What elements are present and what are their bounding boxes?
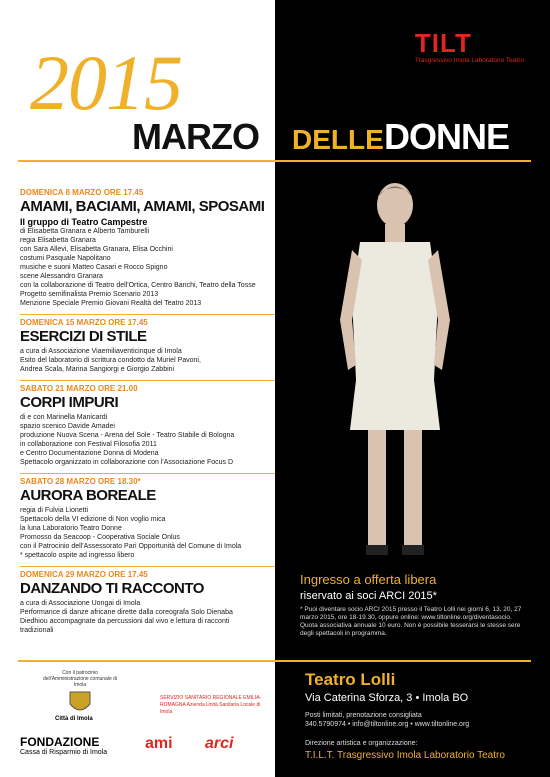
logo-name: TILT [414, 28, 472, 58]
event-date: DOMENICA 29 MARZO ORE 17.45 [20, 570, 148, 579]
event-title: CORPI IMPURI [20, 394, 119, 411]
event-block [20, 566, 275, 635]
servizio-sanitario-logo: SERVIZIO SANITARIO REGIONALE EMILIA-ROMAGNA Azienda Unità Sanitaria Locale di Imola [160, 695, 262, 715]
event-line: * spettacolo ospite ad ingresso libero [20, 552, 135, 559]
event-date: SABATO 21 MARZO ORE 21.00 [20, 384, 138, 393]
event-line: con il Patrocinio dell'Assessorato Pari Opportunità del Comune di Imola [20, 543, 242, 550]
event-line: Spettacolo organizzato in collaborazione con l'Associazione Focus D [20, 459, 234, 466]
event-line: Spettacolo della VI edizione di Non voglio mica [20, 516, 166, 523]
title-donne: DONNE [384, 116, 510, 157]
venue-info-1: Posti limitati, prenotazione consigliata [305, 712, 422, 719]
event-line: a cura di Associazione Uongai di Imola [20, 600, 141, 607]
event-date: DOMENICA 15 MARZO ORE 17.45 [20, 318, 148, 327]
event-line: a cura di Associazione Viaemiliaventicinque di Imola [20, 348, 182, 355]
event-line: regia Elisabetta Granara [20, 237, 96, 244]
event-date: SABATO 28 MARZO ORE 18.30* [20, 477, 141, 486]
event-title: AMAMI, BACIAMI, AMAMI, SPOSAMI [20, 198, 265, 215]
event-line: regia di Fulvia Lionetti [20, 507, 89, 514]
title-divider [18, 160, 531, 162]
ingresso-sub: riservato ai soci ARCI 2015* [300, 590, 437, 602]
event-company: Il gruppo di Teatro Campestre [20, 217, 148, 227]
patronage-text: Con il patrocinio dell'Amministrazione comunale di Imola [42, 670, 118, 688]
ingresso-heading: Ingresso a offerta libera [300, 572, 437, 587]
title-delle: DELLE [292, 124, 384, 155]
fondazione-name: FONDAZIONE [20, 735, 100, 749]
event-line: Andrea Scala, Marina Sangiorgi e Giorgio Zabbini [20, 366, 175, 373]
year-heading: 2015 [30, 39, 182, 126]
venue-info [305, 711, 535, 729]
event-line: Performance di danze africane dirette dalla coreografa Solo Dienaba [20, 609, 233, 616]
imola-crest-icon [65, 688, 95, 716]
direction-label: Direzione artistica e organizzazione: [305, 740, 418, 747]
event-line: scene Alessandro Granara [20, 273, 103, 280]
event-line: produzione Nuova Scena - Arena del Sole - Teatro Stabile di Bologna [20, 432, 235, 439]
event-block [20, 188, 275, 308]
event-list [20, 188, 275, 641]
fondazione-logo [20, 735, 107, 756]
event-line: di Elisabetta Granara e Alberto Tamburelli [20, 228, 150, 235]
tilt-logo [415, 28, 524, 64]
event-title: ESERCIZI DI STILE [20, 328, 147, 345]
event-line: Esito del laboratorio di scrittura condotto da Muriel Pavoni, [20, 357, 201, 364]
event-line: Diedhiou accompagnate da percussioni dal vivo e lettura di racconti [20, 618, 230, 625]
event-line: spazio scenico Davide Amadei [20, 423, 115, 430]
event-block [20, 380, 275, 467]
event-line: Promosso da Seacoop - Cooperativa Sociale Onlus [20, 534, 180, 541]
event-line: musiche e suoni Matteo Casari e Rocco Spigno [20, 264, 168, 271]
event-date: DOMENICA 8 MARZO ORE 17.45 [20, 188, 144, 197]
event-line: di e con Marinella Manicardi [20, 414, 108, 421]
event-title: DANZANDO TI RACCONTO [20, 580, 204, 597]
event-title: AURORA BOREALE [20, 487, 156, 504]
direction-name: T.I.L.T. Trasgressivo Imola Laboratorio Teatro [305, 750, 505, 761]
event-line: con Sara Allevi, Elisabetta Granara, Elisa Occhini [20, 246, 173, 253]
event-line: costumi Pasquale Napolitano [20, 255, 111, 262]
bottom-divider [18, 660, 531, 662]
woman-photo [330, 180, 460, 570]
venue-info-2: 340.5790974 • info@tiltonline.org • www.tiltonline.org [305, 721, 470, 728]
arci-logo: arci [205, 735, 234, 752]
event-line: con la collaborazione di Teatro dell'Ortica, Centro Banchi, Teatro della Tosse [20, 282, 256, 289]
event-block [20, 473, 275, 560]
ami-logo: ami [145, 735, 173, 752]
venue-address: Via Caterina Sforza, 3 • Imola BO [305, 692, 469, 704]
event-line: la luna Laboratorio Teatro Donne [20, 525, 122, 532]
imola-label: Città di Imola [55, 716, 93, 722]
event-line: tradizionali [20, 627, 54, 634]
event-block [20, 314, 275, 374]
fondazione-sub: Cassa di Risparmio di Imola [20, 749, 108, 756]
title-marzo: MARZO [132, 116, 259, 157]
event-line: e Centro Documentazione Donna di Modena [20, 450, 159, 457]
logo-subtitle: Trasgressivo Imola Laboratorio Teatro [414, 57, 524, 64]
event-line: Menzione Speciale Premio Giovani Realtà del Teatro 2013 [20, 300, 202, 307]
venue-name: Teatro Lolli [305, 670, 396, 689]
event-line: in collaborazione con Festival Filosofia 2011 [20, 441, 157, 448]
event-line: Progetto semifinalista Premio Scenario 2013 [20, 291, 159, 298]
ingresso-note: * Puoi diventare socio ARCI 2015 presso il Teatro Lolli nei giorni 6, 13, 20, 27 marzo 2015, ore 18-19.30, oppure online: www.tiltonline.org/diventasocio. Quota associativa annuale 10 euro. Non è possibile tesserarsi le stesse sere degli spettacoli in programma. [300, 606, 522, 637]
